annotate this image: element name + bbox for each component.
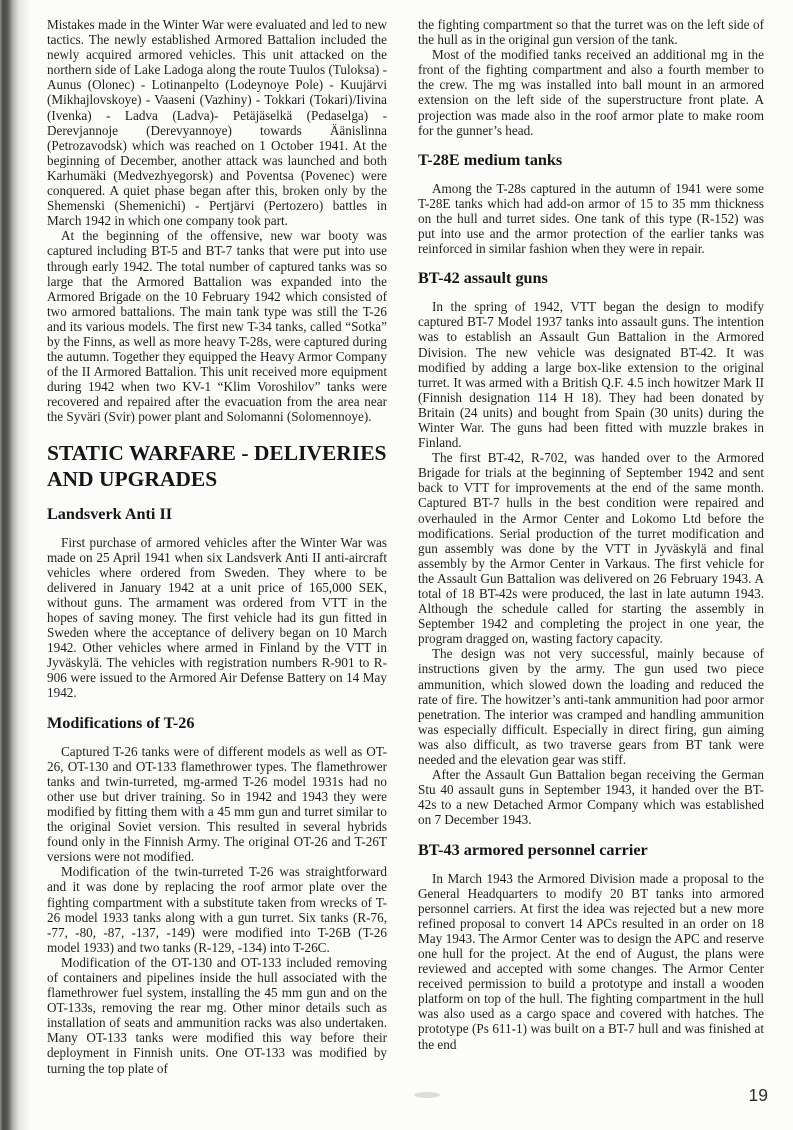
left-column [47, 17, 387, 1076]
section-heading: STATIC WARFARE - DELIVERIES AND UPGRADES [47, 440, 387, 491]
subsection-heading: T-28E medium tanks [418, 150, 563, 169]
subsection-heading: BT-43 armored personnel carrier [418, 840, 648, 859]
body-paragraph: In the spring of 1942, VTT began the design to modify captured BT-7 Model 1937 tanks into assault guns. The intention was to establish an Assault Gun Battalion in the Armored Division. The new vehicle was designated BT-42. It was modified by adding a large box-like extension to the original turret. It was armed with a British Q.F. 4.5 inch howitzer Mark II (Finnish designation 114 H 18). They had been donated by Britain (24 units) and bought from Spain (30 units) during the Winter War. The guns had been fitted with muzzle brakes in Finland. [418, 299, 764, 451]
subsection-heading: BT-42 assault guns [418, 269, 548, 288]
body-paragraph: Mistakes made in the Winter War were evaluated and led to new tactics. The newly established Armored Battalion included the newly acquired armored vehicles. This unit attacked on the northern side of Lake Ladoga along the route Tuulos (Tuloksa) - Aunus (Olonec) - Lotinanpelto (Lodeynoye Pole) - Kuujärvi (Mikhajlovskoye) - Vaaseni (Vazhiny) - Tokkari (Tokari)/Iivina (Ivenka) - Ladva (Ladva)- Petäjäselkä (Pedaselga) - Derevjannoje (Derevyannoye) towards Äänislinna (Petrozavodsk) which was reached on 1 October 1941. At the beginning of December, another attack was launched and both Karhumäki (Medvezhyegorsk) and Poventsa (Povenec) were conquered. A quiet phase began after this, broken only by the Shemenski (Shemenichi) - Pertjärvi (Pertozero) battles in March 1942 in which one company took part. [47, 17, 387, 229]
body-paragraph: The first BT-42, R-702, was handed over to the Armored Brigade for trials at the beginning of September 1942 and sent back to VTT for improvements at the end of the same month. Captured BT-7 hulls in the best condition were repaired and overhauled in the Armor Center and Lokomo Ltd before the modifications. Serial production of the turret modification and gun assembly was done by the VTT in Jyväskylä and final assembly by the Armor Center in Varkaus. The first vehicle for the Assault Gun Battalion was delivered on 26 February 1943. A total of 18 BT-42s were produced, the last in late autumn 1943. Although the schedule called for starting the assembly in September 1942 and completing the project in one year, the program dragged on, wasting factory capacity. [418, 450, 764, 647]
body-paragraph: Among the T-28s captured in the autumn of 1941 were some T-28E tanks which had add-on armor of 15 to 35 mm thickness on the hull and turret sides. One tank of this type (R-152) was put into use and the armor protection of the earlier tanks was reinforced in similar fashion when they were in repair. [418, 180, 764, 257]
body-paragraph: The design was not very successful, mainly because of instructions given by the army. The gun used two piece ammunition, which slowed down the loading and reduced the rate of fire. The howitzer’s anti-tank ammunition had poor armor penetration. The interior was cramped and handling ammunition was especially difficult. Especially in direct firing, gun aiming was also difficult, as two traverse gears from BT tank were needed and the elevation gear was stiff. [418, 646, 764, 768]
subsection-heading: Landsverk Anti II [47, 504, 173, 523]
body-paragraph: First purchase of armored vehicles after the Winter War was made on 25 April 1941 when six Landsverk Anti II anti-aircraft vehicles where ordered from Sweden. They where to be delivered in January 1942 at a unit price of 165,000 SEK, without guns. The armament was ordered from VTT in the hopes of saving money. The first vehicle had its gun fitted in Sweden where the acceptance of delivery began on 10 March 1942. Other vehicles where armed in Finland by the VTT in Jyväskylä. The vehicles with registration numbers R-901 to R-906 were issued to the Armored Air Defense Battery on 14 May 1942. [47, 534, 387, 701]
page-number: 19 [748, 1085, 768, 1105]
subsection-heading: Modifications of T-26 [47, 713, 195, 732]
body-paragraph: At the beginning of the offensive, new war booty was captured including BT-5 and BT-7 tanks that were put into use through early 1942. The total number of captured tanks was so large that the Armored Battalion was expanded into the Armored Brigade on the 10 February 1942 which consisted of two armored battalions. The main tank type was still the T-26 and its various models. The first new T-34 tanks, called “Sotka” by the Finns, as well as more heavy T-28s, were captured during the autumn. Together they equipped the Heavy Armor Company of the II Armored Battalion. This unit received more equipment during 1942 when two KV-1 “Klim Voroshilov” tanks were recovered and repaired after the evacuation from the area near the Syväri (Svir) power plant and Solomanni (Solomennoye). [47, 228, 387, 425]
right-column [418, 17, 764, 1076]
body-paragraph: Modification of the twin-turreted T-26 was straightforward and it was done by replacing the roof armor plate over the fighting compartment with a substitute taken from wrecks of T-26 model 1933 tanks along with a gun turret. Six tanks (R-76, -77, -80, -87, -137, -149) were modified into T-26B (T-26 model 1933) and two tanks (R-129, -134) into T-26C. [47, 864, 387, 955]
body-paragraph: Captured T-26 tanks were of different models as well as OT-26, OT-130 and OT-133 flamethrower types. The flamethrower tanks and twin-turreted, mg-armed T-26 model 1931s had no other use but driver training. So in 1942 and 1943 they were modified by fitting them with a 45 mm gun and turret similar to the original Soviet version. This resulted in several hybrids found only in the Finnish Army. The original OT-26 and T-26T versions were not modified. [47, 743, 387, 865]
binding-shadow [0, 0, 32, 1130]
text-columns [47, 17, 764, 1076]
body-paragraph: In March 1943 the Armored Division made a proposal to the General Headquarters to modify 20 BT tanks into armored personnel carriers. At first the idea was rejected but a new more refined proposal to convert 14 APCs resulted in an order on 18 May 1943. The Armor Center was to design the APC and reserve one hull for the project. At the end of August, the plans were reviewed and accepted with some changes. The Armor Center received permission to build a prototype and install a wooden platform on top of the hull. The fighting compartment in the hull was also used as a cargo space and covered with hatches. The prototype (Ps 611-1) was built on a BT-7 hull and was finished at the end [418, 870, 764, 1052]
body-paragraph: Most of the modified tanks received an additional mg in the front of the fighting compartment and also a fourth member to the crew. The mg was installed into ball mount in an armored extension on the left side of the superstructure front plate. A projection was made also in the roof armor plate to make room for the gunner’s head. [418, 47, 764, 138]
body-paragraph: Modification of the OT-130 and OT-133 included removing of containers and pipelines inside the hull associated with the flamethrower fuel system, installing the 45 mm gun and on the OT-133s, removing the rear mg. Other minor details such as installation of seats and ammunition racks was also undertaken. Many OT-133 tanks were modified this way before their deployment in Finnish units. One OT-133 was modified by turning the top plate of [47, 954, 387, 1076]
body-paragraph: the fighting compartment so that the turret was on the left side of the hull as in the original gun version of the tank. [418, 17, 764, 48]
scan-artifact [414, 1092, 440, 1098]
body-paragraph: After the Assault Gun Battalion began receiving the German Stu 40 assault guns in September 1943, it handed over the BT-42s to a new Detached Armor Company which was established on 7 December 1943. [418, 767, 764, 828]
